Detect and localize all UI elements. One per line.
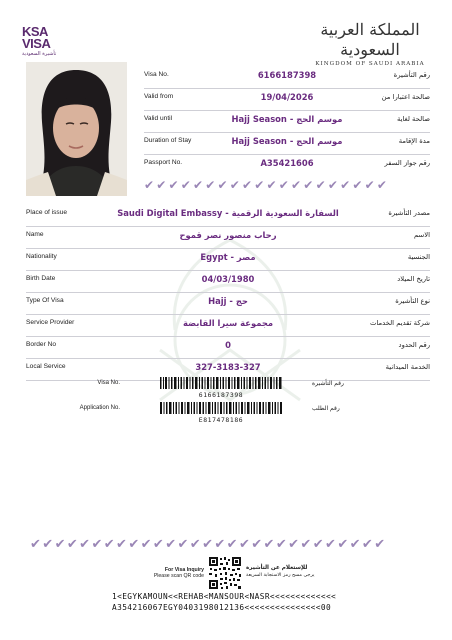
field-value: A35421606 [260, 158, 314, 168]
field-label: Visa No. [144, 71, 169, 78]
kingdom-logo [310, 20, 430, 67]
field-label-ar: شركة تقديم الخدمات [370, 319, 430, 327]
inquiry-ar-line2: يرجى مسح رمز الاستجابة السريعة [246, 573, 315, 578]
security-checkmark-band: ✔✔✔✔✔✔✔✔✔✔✔✔✔✔✔✔✔✔✔✔ [144, 178, 390, 192]
barcode-visa-number: 6166187398 [198, 391, 244, 399]
field-value: 6166187398 [257, 70, 317, 80]
field-label-ar: رقم جواز السفر [384, 159, 430, 167]
field-value: Hajj - حج [208, 296, 248, 306]
logo-subtitle: تأشيرة السعودية [22, 51, 57, 57]
field-label: Birth Date [26, 275, 56, 282]
field-label: Duration of Stay [144, 137, 192, 144]
security-checkmark-band-bottom: ✔✔✔✔✔✔✔✔✔✔✔✔✔✔✔✔✔✔✔✔✔✔✔✔✔✔✔✔✔ [30, 537, 387, 552]
visa-row-visa-no [144, 66, 430, 89]
mrz-line-2: A354216067EGY0403198012136<<<<<<<<<<<<<<<00 [112, 603, 332, 612]
detail-row-service-provider [26, 314, 430, 337]
field-label-ar: رقم التأشيرة [393, 71, 430, 79]
logo-line1: KSA [22, 24, 48, 39]
visa-row-valid-until [144, 110, 430, 133]
field-label-ar: نوع التأشيرة [395, 297, 430, 305]
field-label: Place of issue [26, 209, 68, 216]
inquiry-text-ar [246, 565, 316, 579]
field-label: Type Of Visa [26, 297, 64, 304]
inquiry-line1: For Visa Inquiry [164, 567, 204, 573]
barcode-visa-label: Visa No. [97, 380, 120, 386]
visa-barcode [160, 377, 282, 389]
field-label: Name [26, 231, 44, 238]
field-label: Nationality [26, 253, 57, 260]
kingdom-name-en: KINGDOM OF SAUDI ARABIA [315, 61, 425, 67]
field-value: مجموعة سيرا القابضة [182, 318, 274, 328]
field-label-ar: الخدمة الميدانية [385, 363, 430, 371]
kingdom-name-ar: المملكة العربية السعودية [320, 20, 420, 59]
barcode-application-label: Application No. [79, 405, 120, 411]
inquiry-text-en [150, 567, 204, 579]
field-label: Valid until [144, 115, 173, 122]
inquiry-ar-line1: للإستعلام عن التأشيرة [246, 565, 308, 571]
applicant-photo [26, 62, 127, 196]
detail-row-birth-date [26, 270, 430, 293]
field-value: 327-3183-327 [195, 362, 261, 372]
field-value: رحاب منصور نصر قموح [179, 230, 277, 240]
application-barcode [160, 402, 282, 414]
field-label-ar: صالحة اعتبارا من [381, 93, 430, 101]
ksa-visa-logo [22, 26, 62, 62]
field-label: Passport No. [144, 159, 183, 166]
field-label-ar: الاسم [414, 231, 430, 239]
field-label: Service Provider [26, 319, 75, 326]
detail-row-border-no [26, 336, 430, 359]
visa-row-duration [144, 132, 430, 155]
field-value: 19/04/2026 [260, 92, 314, 102]
field-label-ar: مدة الإقامة [398, 137, 430, 145]
visa-row-passport-no [144, 154, 430, 176]
field-label-ar: صالحة لغاية [396, 115, 430, 123]
inquiry-line2: Please scan QR code [153, 573, 204, 579]
field-label: Valid from [144, 93, 174, 100]
field-value: 04/03/1980 [201, 274, 255, 284]
detail-row-name [26, 226, 430, 249]
detail-row-type-of-visa [26, 292, 430, 315]
field-label-ar: تاريخ الميلاد [397, 275, 430, 283]
barcode-application-label-ar: رقم الطلب [312, 406, 340, 412]
logo-line2: VISA [22, 36, 51, 51]
barcode-application-number: E817478186 [198, 416, 244, 424]
detail-row-place-of-issue [26, 204, 430, 227]
field-value: Hajj Season - موسم الحج [231, 114, 343, 124]
field-value: Egypt - مصر [200, 252, 256, 262]
field-value: Saudi Digital Embassy - السفارة السعودية الرقمية [117, 208, 339, 218]
qr-code[interactable] [208, 556, 242, 590]
field-value: 0 [225, 340, 231, 350]
visa-row-valid-from [144, 88, 430, 111]
mrz-line-1: 1<EGYKAMOUN<<REHAB<MANSOUR<NASR<<<<<<<<<<<<< [112, 592, 337, 601]
field-label: Local Service [26, 363, 66, 370]
field-label-ar: مصدر التأشيرة [388, 209, 430, 217]
detail-row-nationality [26, 248, 430, 271]
field-value: Hajj Season - موسم الحج [231, 136, 343, 146]
field-label-ar: الجنسية [407, 253, 430, 261]
field-label-ar: رقم الحدود [398, 341, 430, 349]
barcode-visa-label-ar: رقم التأشيرة [312, 381, 344, 387]
field-label: Border No [26, 341, 57, 348]
